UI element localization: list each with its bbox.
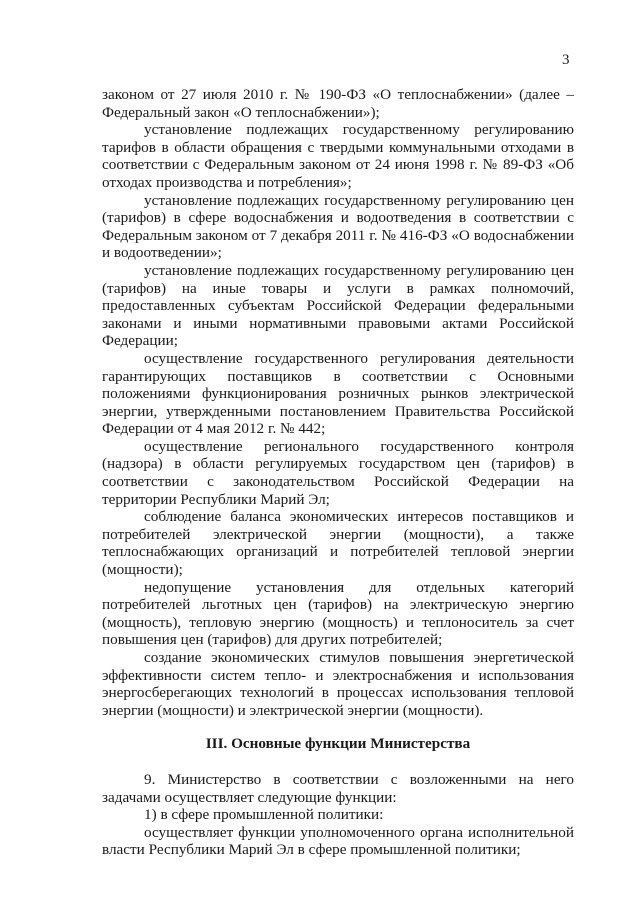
paragraph: установление подлежащих государственному регулированию тарифов в области обращения с твердыми коммунальными отходами в соответствии с Федеральным законом от 24 июня 1998 г. № 89-ФЗ «Об отходах производства и потребления»;	[102, 121, 574, 191]
paragraph: осуществление государственного регулирования деятельности гарантирующих поставщиков в соответствии с Основными положениями функционирования розничных рынков электрической энергии, утвержденными постановлением Правительства Российской Федерации от 4 мая 2012 г. № 442;	[102, 349, 574, 438]
paragraph: установление подлежащих государственному регулированию цен (тарифов) в сфере водоснабжения и водоотведения в соответствии с Федеральным законом от 7 декабря 2011 г. № 416-ФЗ «О водоснабжении и водоотведении»;	[102, 191, 574, 262]
paragraph: 1) в сфере промышленной политики:	[144, 806, 384, 824]
paragraph: установление подлежащих государственному регулированию цен (тарифов) на иные товары и услуги в рамках полномочий, предоставленных субъектам Российской Федерации федеральными законами и иными нормативными правовыми актами Российской Федерации;	[102, 261, 574, 350]
paragraph: законом от 27 июля 2010 г. № 190-ФЗ «О теплоснабжении» (далее – Федеральный закон «О теплоснабжении»);	[102, 86, 574, 121]
page-number: 3	[562, 52, 570, 68]
document-body	[102, 86, 574, 859]
paragraph: 9. Министерство в соответствии с возложенными на него задачами осуществляет следующие функции:	[102, 770, 574, 806]
paragraph: создание экономических стимулов повышения энергетической эффективности систем тепло- и электроснабжения и использования энергосберегающих технологий в процессах использования тепловой энергии (мощности) и электрической энергии (мощности).	[102, 649, 574, 719]
paragraph: осуществление регионального государственного контроля (надзора) в области регулируемых государством цен (тарифов) в соответствии с законодательством Российской Федерации на территории Республики Марий Эл;	[102, 437, 574, 508]
section-heading: III. Основные функции Министерства	[205, 735, 471, 753]
paragraph: недопущение установления для отдельных категорий потребителей льготных цен (тарифов) на электрическую энергию (мощность), тепловую энергию (мощность) и теплоноситель за счет повышения цен (тарифов) для других потребителей;	[102, 578, 574, 649]
paragraph: осуществляет функции уполномоченного органа исполнительной власти Республики Марий Эл в сфере промышленной политики;	[102, 823, 574, 859]
paragraph: соблюдение баланса экономических интересов поставщиков и потребителей электрической энергии (мощности), а также теплоснабжающих организаций и потребителей тепловой энергии (мощности);	[102, 508, 574, 579]
